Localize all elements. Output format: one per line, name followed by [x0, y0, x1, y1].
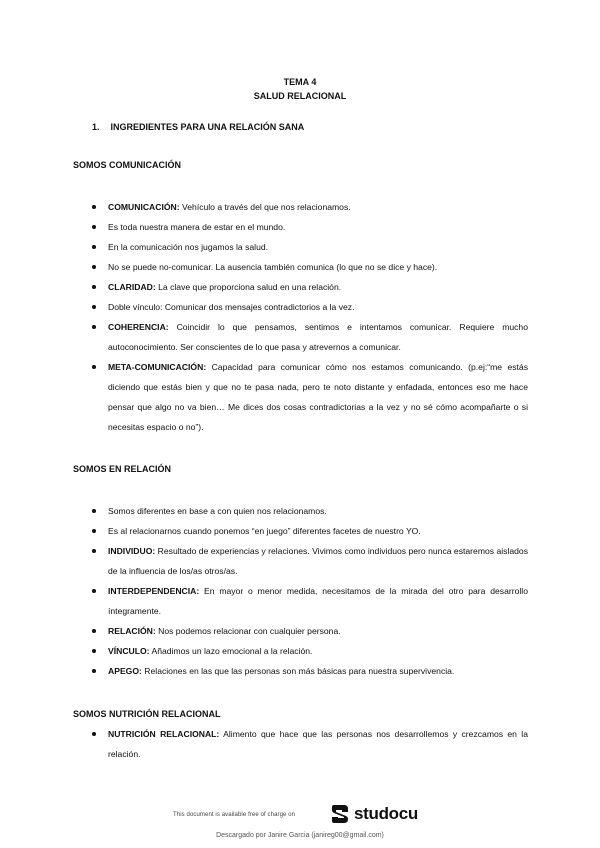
- footer-available-text: This document is available free of charge on: [173, 812, 296, 818]
- item-text: Resultado de experiencias y relaciones. Vivimos como individuos pero nunca estaremos aislados de la influencia de los/as otros/as.: [108, 546, 528, 576]
- heading-text: INGREDIENTES PARA UNA RELACIÓN SANA: [110, 122, 305, 132]
- download-info: Descargado por Janire Garcia (janireg00@gmail.com): [216, 832, 384, 839]
- item-text: Doble vínculo: Comunicar dos mensajes contradictorios a la vez.: [108, 302, 355, 312]
- numbered-heading: [92, 122, 304, 132]
- list-item: [92, 277, 528, 297]
- item-term: INDIVIDUO:: [108, 546, 156, 556]
- list-item: [92, 257, 528, 277]
- item-term: NUTRICIÓN RELACIONAL:: [108, 729, 220, 739]
- list-item: [92, 661, 528, 681]
- item-term: VÍNCULO:: [108, 646, 150, 656]
- topic-subtitle: SALUD RELACIONAL: [253, 91, 347, 101]
- studocu-brand-text: studocu: [354, 804, 419, 823]
- list-item: [92, 501, 528, 521]
- section-title-nutricion: SOMOS NUTRICIÓN RELACIONAL: [73, 709, 221, 719]
- list-item: [92, 197, 528, 217]
- topic-title: TEMA 4: [283, 77, 317, 87]
- item-text: Relaciones en las que las personas son más básicas para nuestra supervivencia.: [141, 666, 455, 676]
- item-text: Es toda nuestra manera de estar en el mundo.: [108, 222, 286, 232]
- item-text: Es al relacionarnos cuando ponemos “en juego” diferentes facetes de nuestro YO.: [108, 526, 421, 536]
- list-item: [92, 521, 528, 541]
- item-term: COMUNICACIÓN:: [108, 202, 180, 212]
- item-text: Alimento que hace que las personas nos desarrollemos y crezcamos en la relación.: [108, 729, 529, 759]
- studocu-logo-icon: [330, 803, 350, 825]
- list-item: [92, 541, 528, 581]
- list-comunicacion: [92, 197, 528, 437]
- item-text: Nos podemos relacionar con cualquier persona.: [155, 626, 341, 636]
- list-item: [92, 297, 528, 317]
- item-text: Capacidad para comunicar cómo nos estamos comunicando. (p.ej:“me estás diciendo que estás bien y que no te pasa nada, pero te noto distante y enfadada, entonces eso me hace pensar que algo no va bien… Me dices dos cosas contradictorias a la vez y no sé cómo acompañarte o si necesitas espacio o no”).: [108, 362, 528, 432]
- item-term: COHERENCIA:: [108, 322, 169, 332]
- list-item: [92, 724, 528, 764]
- item-text: Añadimos un lazo emocional a la relación.: [149, 646, 313, 656]
- list-item: [92, 581, 528, 621]
- item-term: META-COMUNICACIÓN:: [108, 362, 207, 372]
- item-text: Coincidir lo que pensamos, sentimos e intentamos comunicar. Requiere mucho autoconocimiento. Ser conscientes de lo que pasa y atrevernos a comunicar.: [108, 322, 528, 352]
- list-item: [92, 237, 528, 257]
- item-text: Vehículo a través del que nos relacionamos.: [179, 202, 351, 212]
- item-term: RELACIÓN:: [108, 626, 156, 636]
- heading-number: 1.: [92, 122, 100, 132]
- list-relacion: [92, 501, 528, 681]
- section-title-comunicacion: SOMOS COMUNICACIÓN: [73, 160, 181, 170]
- item-text: No se puede no-comunicar. La ausencia también comunica (lo que no se dice y hace).: [108, 262, 438, 272]
- item-term: APEGO:: [108, 666, 142, 676]
- list-item: [92, 357, 528, 437]
- studocu-logo[interactable]: [330, 803, 418, 825]
- item-text: Somos diferentes en base a con quien nos relacionamos.: [108, 506, 327, 516]
- list-item: [92, 317, 528, 357]
- section-title-relacion: SOMOS EN RELACIÓN: [73, 464, 172, 474]
- list-item: [92, 217, 528, 237]
- item-text: La clave que proporciona salud en una relación.: [155, 282, 342, 292]
- list-nutricion: [92, 724, 528, 764]
- item-text: En mayor o menor medida, necesitamos de la mirada del otro para desarrollo íntegramente.: [108, 586, 528, 616]
- list-item: [92, 641, 528, 661]
- list-item: [92, 621, 528, 641]
- item-term: CLARIDAD:: [108, 282, 156, 292]
- item-text: En la comunicación nos jugamos la salud.: [108, 242, 269, 252]
- item-term: INTERDEPENDENCIA:: [108, 586, 200, 596]
